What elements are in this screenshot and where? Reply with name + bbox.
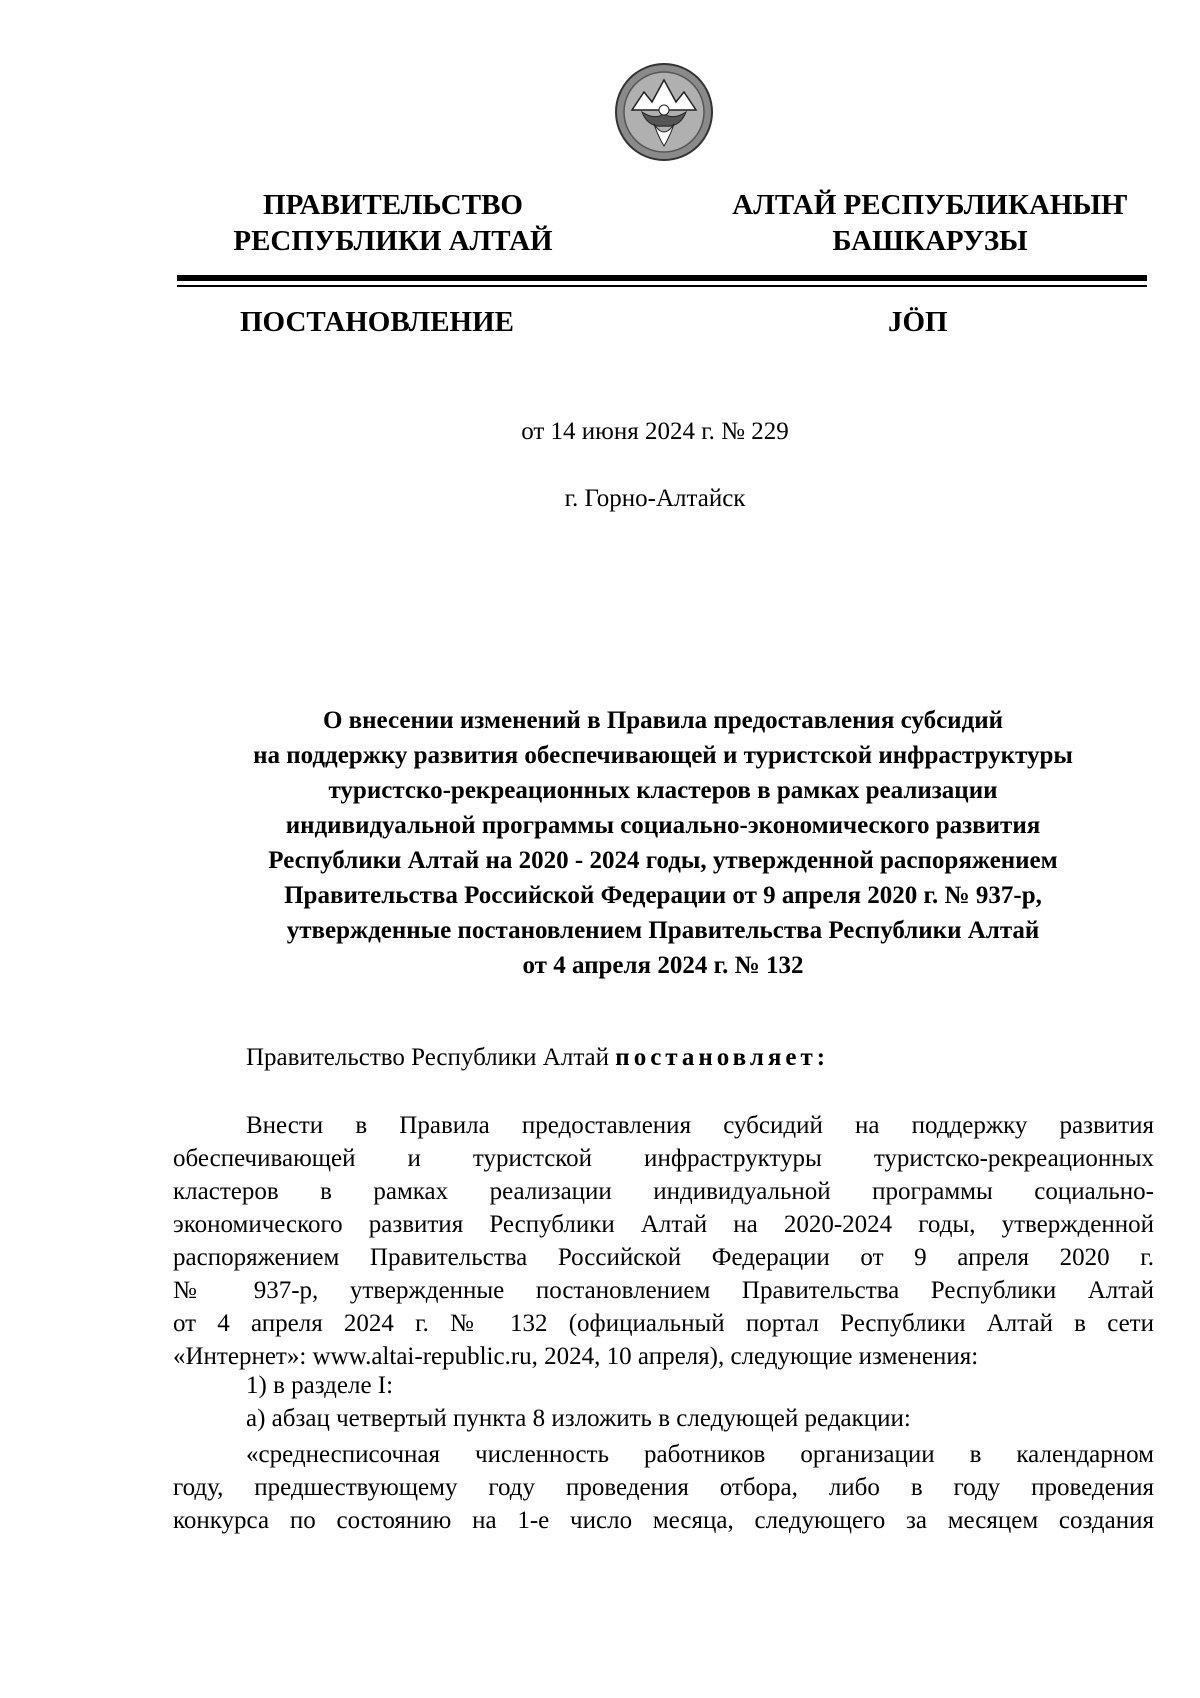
paragraph-line: № 937-р, утвержденные постановлением Правительства Республики Алтай xyxy=(173,1277,1154,1304)
header-left xyxy=(228,187,558,259)
main-paragraph xyxy=(173,1109,1154,1373)
title-line: О внесении изменений в Правила предоставления субсидий xyxy=(322,707,1004,734)
title-line: индивидуальной программы социально-экономического развития xyxy=(285,812,1041,839)
paragraph-line: экономического развития Республики Алтай на 2020-2024 годы, утвержденной xyxy=(173,1211,1154,1238)
title-line: Правительства Российской Федерации от 9 апреля 2020 г. № 937-р, xyxy=(284,882,1042,909)
resolves-prefix: Правительство Республики Алтай xyxy=(246,1044,616,1071)
republic-emblem-icon xyxy=(614,62,714,162)
paragraph-line: «Интернет»: www.altai-republic.ru, 2024, 10 апреля), следующие изменения: xyxy=(173,1343,979,1370)
title-line: Республики Алтай на 2020 - 2024 годы, утвержденной распоряжением xyxy=(268,847,1058,874)
document-title xyxy=(170,703,1156,983)
quoted-text xyxy=(173,1438,1154,1537)
header-right-line1: АЛТАЙ РЕСПУБЛИКАНЫҤ xyxy=(732,189,1128,221)
title-line: от 4 апреля 2024 г. № 132 xyxy=(522,952,804,979)
header-left-line1: ПРАВИТЕЛЬСТВО xyxy=(263,189,523,221)
quote-line: «среднесписочная численность работников организации в календарном xyxy=(246,1441,1154,1468)
document-city: г. Горно-Алтайск xyxy=(564,485,746,512)
quote-line: году, предшествующему году проведения отбора, либо в году проведения xyxy=(173,1474,1154,1501)
doctype-russian: ПОСТАНОВЛЕНИЕ xyxy=(240,306,515,338)
paragraph-line: обеспечивающей и туристской инфраструктуры туристско-рекреационных xyxy=(173,1145,1154,1172)
paragraph-line: кластеров в рамках реализации индивидуальной программы социально- xyxy=(173,1178,1154,1205)
header-right xyxy=(730,187,1130,259)
title-line: на поддержку развития обеспечивающей и туристской инфраструктуры xyxy=(253,742,1073,769)
title-line: туристско-рекреационных кластеров в рамках реализации xyxy=(328,777,998,804)
header-divider-thin xyxy=(177,285,1147,287)
header-right-line2: БАШКАРУЗЫ xyxy=(832,225,1028,257)
title-line: утвержденные постановлением Правительства Республики Алтай xyxy=(286,917,1040,944)
list-item-section: 1) в разделе I: xyxy=(246,1372,394,1399)
paragraph-line: от 4 апреля 2024 г. № 132 (официальный портал Республики Алтай в сети xyxy=(173,1310,1154,1337)
paragraph-line: распоряжением Правительства Российской Федерации от 9 апреля 2020 г. xyxy=(173,1244,1154,1271)
resolves-verb: постановляет: xyxy=(615,1044,830,1071)
header-divider-thick xyxy=(177,275,1147,281)
document-date: от 14 июня 2024 г. № 229 xyxy=(521,418,789,445)
quote-line: конкурса по состоянию на 1-е число месяца, следующего за месяцем создания xyxy=(173,1507,1154,1534)
doctype-altai: JÖП xyxy=(888,306,948,338)
paragraph-line: Внести в Правила предоставления субсидий на поддержку развития xyxy=(246,1112,1154,1139)
list-item-subsection: а) абзац четвертый пункта 8 изложить в следующей редакции: xyxy=(246,1405,911,1432)
header-left-line2: РЕСПУБЛИКИ АЛТАЙ xyxy=(233,225,553,257)
resolves-line xyxy=(246,1041,1200,1074)
